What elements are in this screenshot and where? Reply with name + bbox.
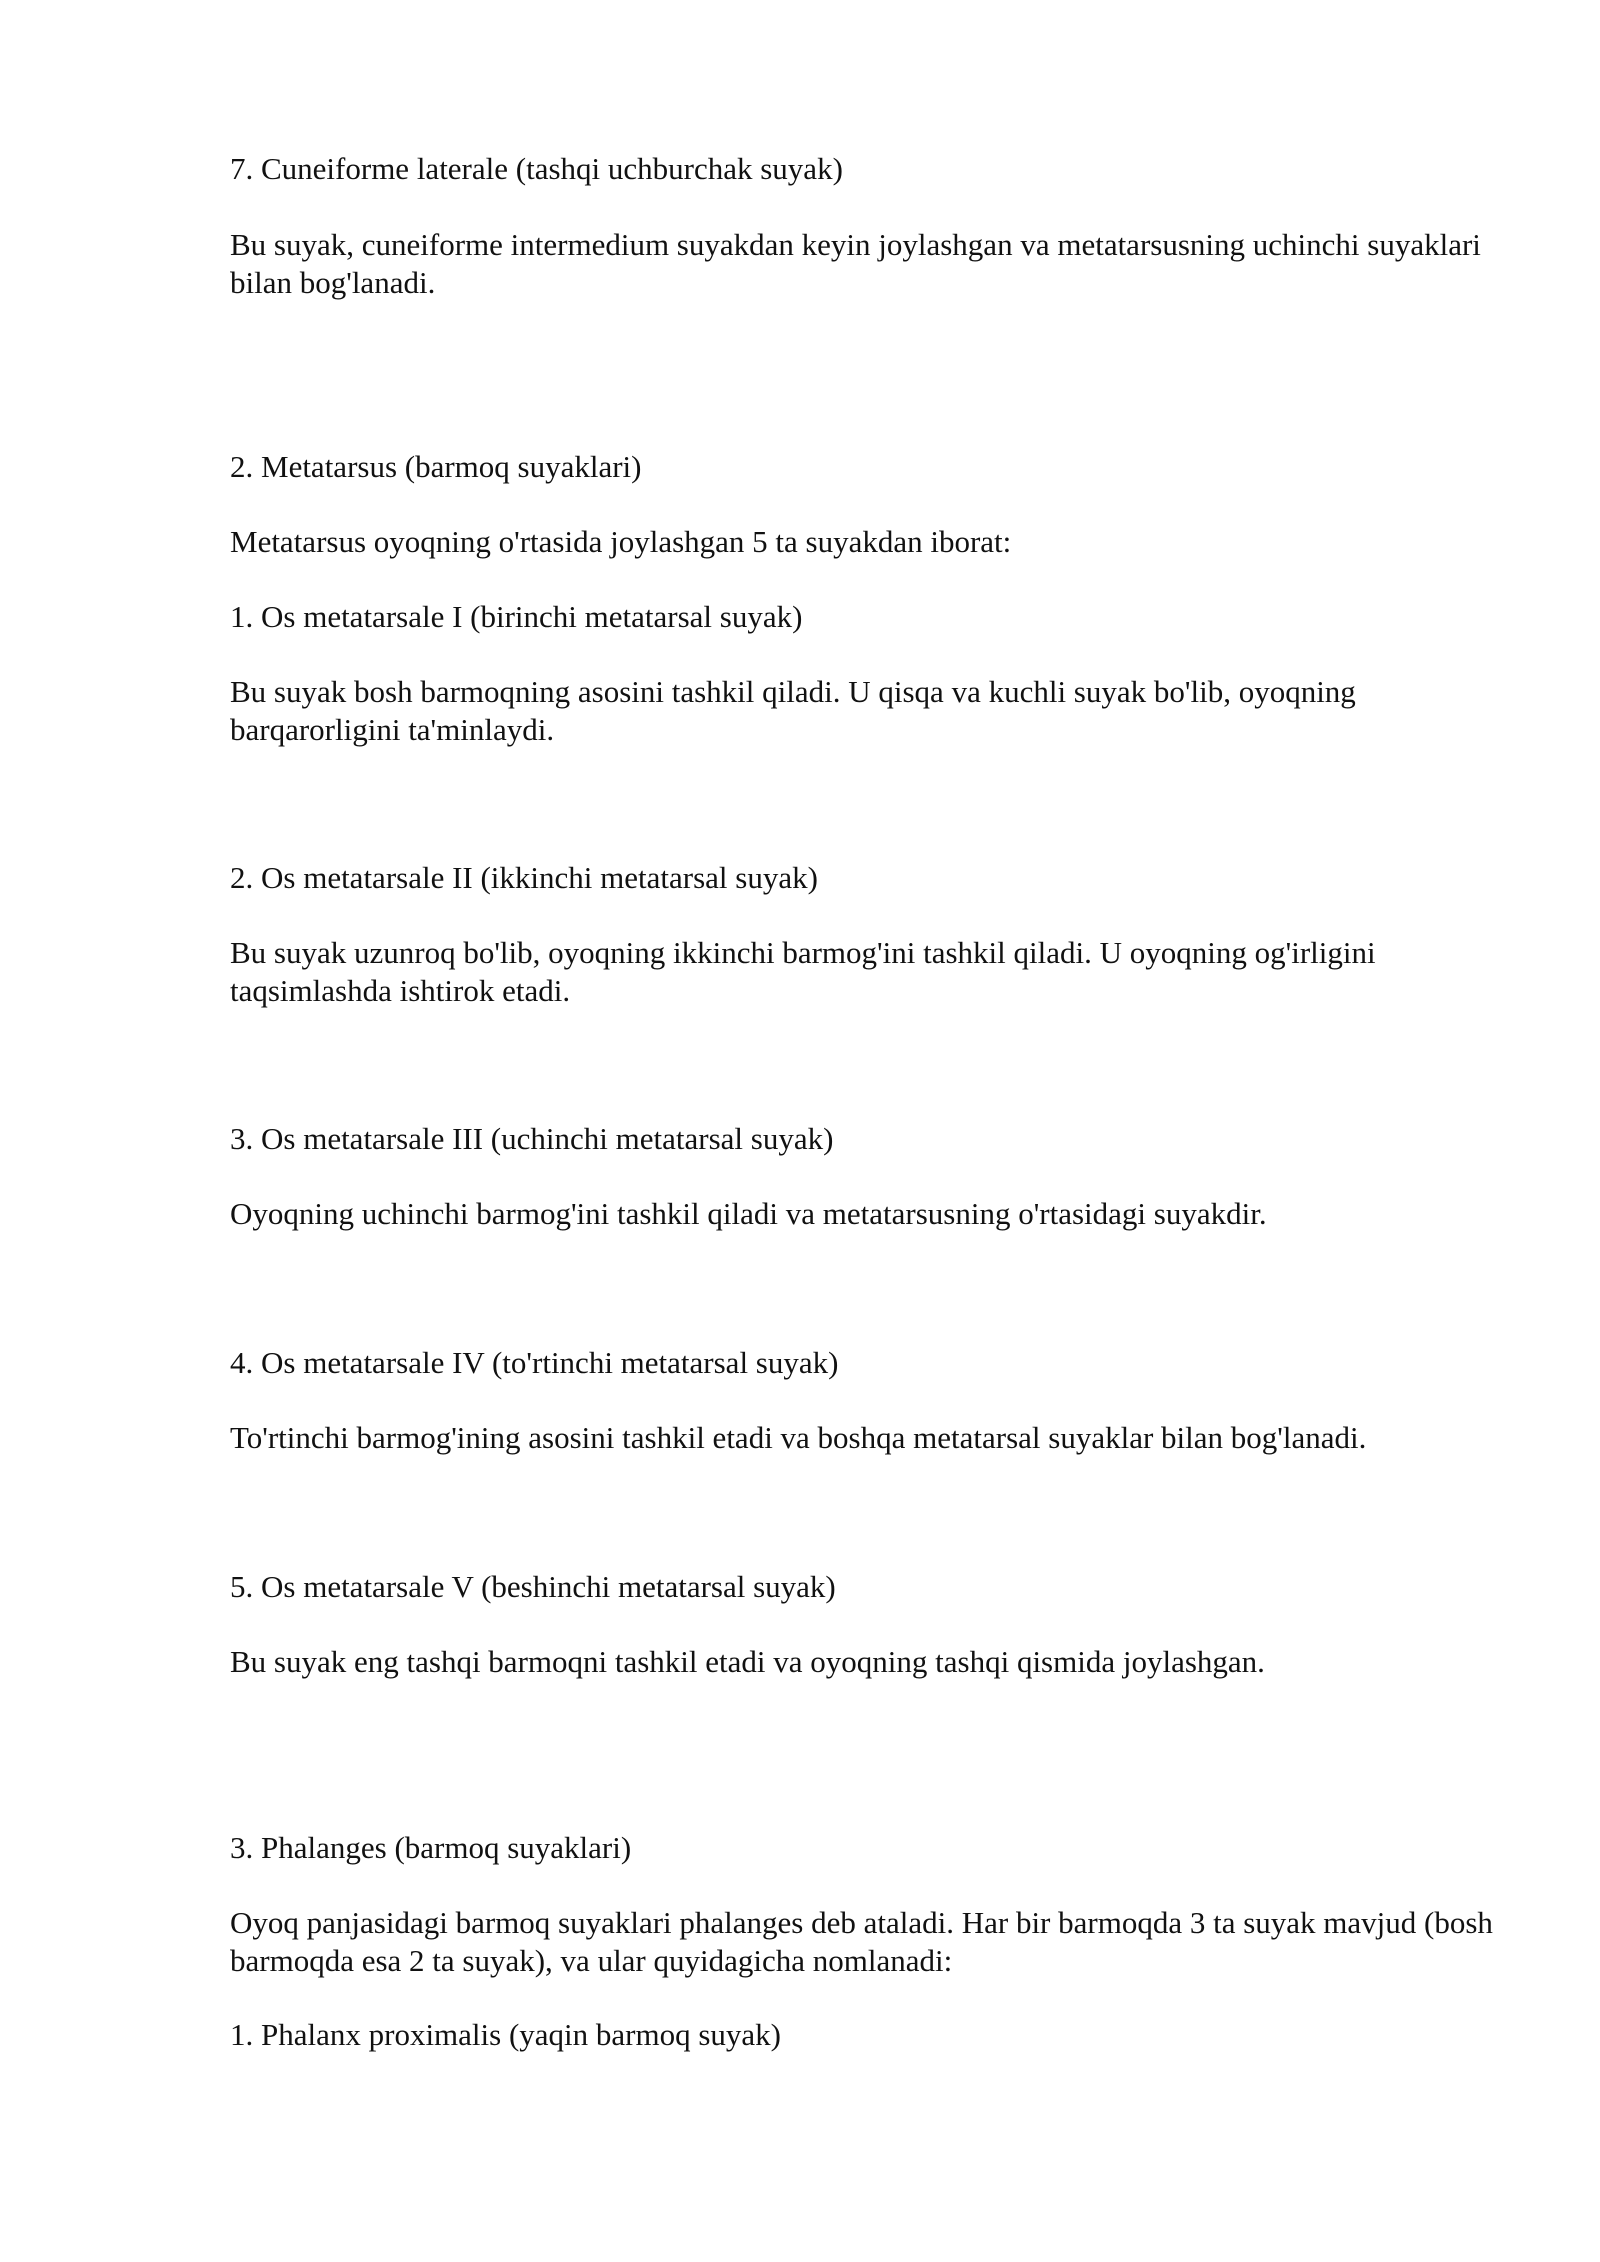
paragraph-metatarsale-4: To'rtinchi barmog'ining asosini tashkil etadi va boshqa metatarsal suyaklar bilan bog'lanadi.	[230, 1420, 1367, 1455]
section-heading-metatarsus: 2. Metatarsus (barmoq suyaklari)	[230, 449, 642, 484]
paragraph-metatarsale-1: Bu suyak bosh barmoqning asosini tashkil qiladi. U qisqa va kuchli suyak bo'lib, oyoqning barqarorligini ta'minlaydi.	[230, 674, 1356, 747]
section-heading-cuneiforme-laterale: 7. Cuneiforme laterale (tashqi uchburchak suyak)	[230, 151, 843, 186]
paragraph-phalanges-intro: Oyoq panjasidagi barmoq suyaklari phalanges deb ataladi. Har bir barmoqda 3 ta suyak mavjud (bosh barmoqda esa 2 ta suyak), va ular quyidagicha nomlanadi:	[230, 1905, 1493, 1978]
subheading-metatarsale-1: 1. Os metatarsale I (birinchi metatarsal suyak)	[230, 599, 803, 634]
paragraph-metatarsale-3: Oyoqning uchinchi barmog'ini tashkil qiladi va metatarsusning o'rtasidagi suyakdir.	[230, 1196, 1267, 1231]
paragraph-metatarsale-2: Bu suyak uzunroq bo'lib, oyoqning ikkinchi barmog'ini tashkil qiladi. U oyoqning og'irligini taqsimlashda ishtirok etadi.	[230, 935, 1376, 1008]
subheading-metatarsale-4: 4. Os metatarsale IV (to'rtinchi metatarsal suyak)	[230, 1345, 839, 1380]
subheading-phalanx-proximalis: 1. Phalanx proximalis (yaqin barmoq suyak)	[230, 2017, 782, 2052]
subheading-metatarsale-2: 2. Os metatarsale II (ikkinchi metatarsal suyak)	[230, 860, 818, 895]
paragraph-metatarsale-5: Bu suyak eng tashqi barmoqni tashkil etadi va oyoqning tashqi qismida joylashgan.	[230, 1644, 1265, 1679]
paragraph-cuneiforme-laterale: Bu suyak, cuneiforme intermedium suyakdan keyin joylashgan va metatarsusning uchinchi suyaklari bilan bog'lanadi.	[230, 227, 1481, 300]
subheading-metatarsale-5: 5. Os metatarsale V (beshinchi metatarsal suyak)	[230, 1569, 836, 1604]
section-heading-phalanges: 3. Phalanges (barmoq suyaklari)	[230, 1830, 632, 1865]
subheading-metatarsale-3: 3. Os metatarsale III (uchinchi metatarsal suyak)	[230, 1121, 834, 1156]
paragraph-metatarsus-intro: Metatarsus oyoqning o'rtasida joylashgan 5 ta suyakdan iborat:	[230, 524, 1012, 559]
